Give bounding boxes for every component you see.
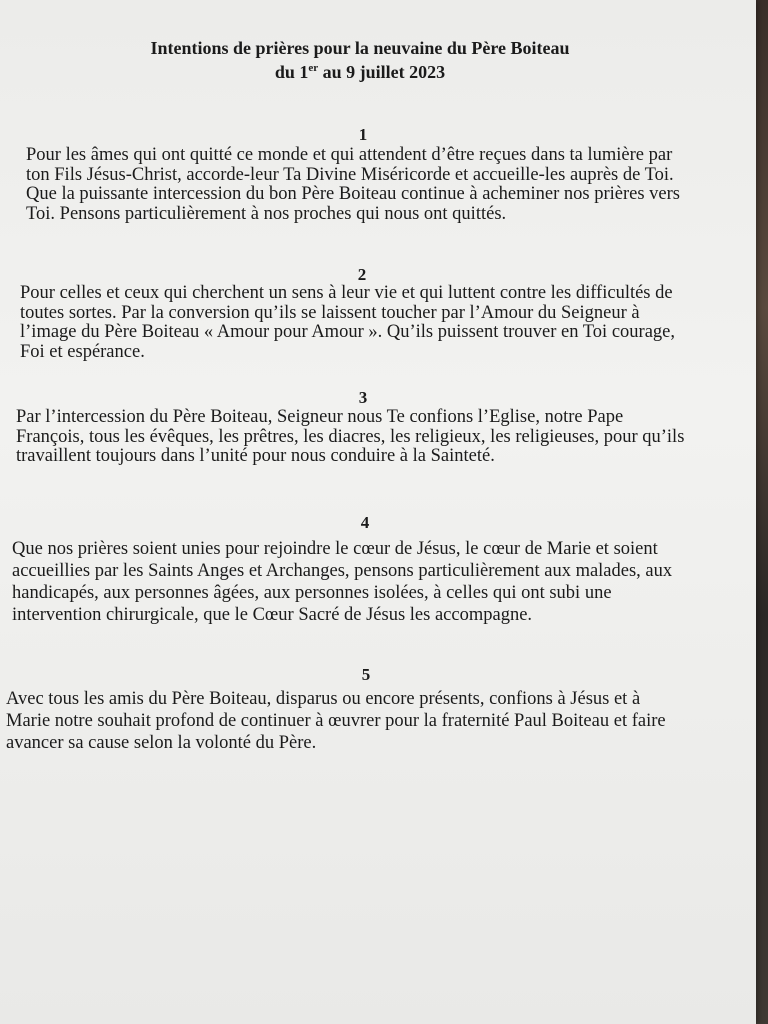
intention-number-3: 3 (358, 388, 368, 407)
intention-5-line: Marie notre souhait profond de continuer à œuvrer pour la fraternité Paul Boiteau et faire (6, 711, 666, 731)
intention-3-line: François, tous les évêques, les prêtres, les diacres, les religieux, les religieuses, pour qu’ils (16, 426, 685, 447)
intention-2-line: l’image du Père Boiteau « Amour pour Amour ». Qu’ils puissent trouver en Toi courage, (20, 322, 675, 342)
intention-1-line: ton Fils Jésus-Christ, accorde-leur Ta Divine Miséricorde et accueille-les auprès de Toi. (26, 164, 674, 185)
dates-superscript: er (308, 62, 319, 74)
intention-5-line: Avec tous les amis du Père Boiteau, disparus ou encore présents, confions à Jésus et à (6, 689, 641, 709)
intention-1-line: Pour les âmes qui ont quitté ce monde et qui attendent d’être reçues dans ta lumière par (26, 145, 673, 165)
intention-2-line: toutes sortes. Par la conversion qu’ils se laissent toucher par l’Amour du Seigneur à (20, 302, 640, 323)
dates-suffix: au 9 juillet 2023 (318, 62, 446, 82)
dates-prefix: du 1 (274, 62, 309, 82)
intention-text-4 (12, 538, 702, 626)
intention-1-line: Toi. Pensons particulièrement à nos proches qui nous ont quittés. (26, 203, 507, 224)
intention-4-line: accueillies par les Saints Anges et Archanges, pensons particulièrement aux malades, aux (12, 561, 673, 581)
intention-number-1: 1 (358, 125, 368, 144)
intention-1-line: Que la puissante intercession du bon Père Boiteau continue à acheminer nos prières vers (26, 184, 680, 204)
intention-4-line: intervention chirurgicale, que le Cœur Sacré de Jésus les accompagne. (12, 605, 533, 625)
intention-number-5: 5 (361, 665, 371, 684)
intention-3-line: travaillent toujours dans l’unité pour nous conduire à la Sainteté. (16, 446, 495, 466)
intention-number-4: 4 (360, 513, 370, 532)
intention-text-5 (6, 688, 710, 754)
document-dates (80, 60, 640, 84)
intention-2-line: Foi et espérance. (20, 341, 145, 362)
intention-3-line: Par l’intercession du Père Boiteau, Seigneur nous Te confions l’Eglise, notre Pape (16, 407, 624, 427)
intention-4-line: handicapés, aux personnes âgées, aux personnes isolées, à celles qui ont subi une (12, 583, 612, 603)
document-title: Intentions de prières pour la neuvaine du Père Boiteau (150, 38, 570, 58)
intention-number-2: 2 (357, 265, 367, 284)
intention-4-line: Que nos prières soient unies pour rejoindre le cœur de Jésus, le cœur de Marie et soient (12, 539, 658, 559)
intention-2-line: Pour celles et ceux qui cherchent un sens à leur vie et qui luttent contre les difficultés de (20, 283, 673, 303)
intention-5-line: avancer sa cause selon la volonté du Père. (6, 733, 317, 753)
intention-text-3 (16, 408, 692, 467)
intention-text-1 (26, 146, 686, 224)
intention-text-2 (20, 284, 690, 362)
